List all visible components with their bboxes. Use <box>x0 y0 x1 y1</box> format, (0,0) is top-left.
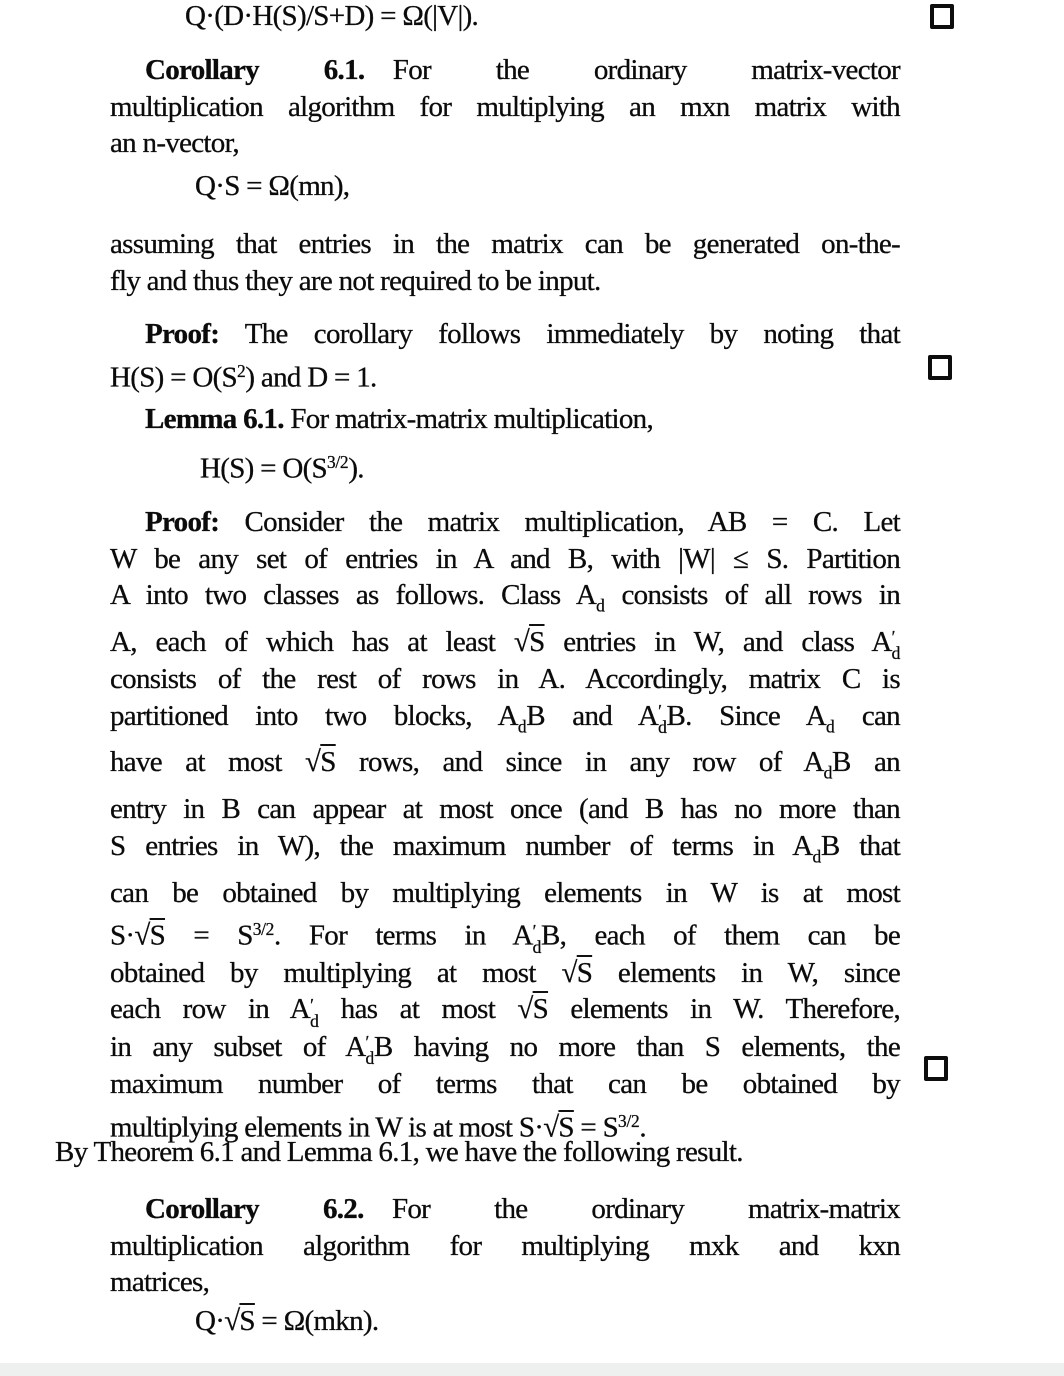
text-run: ) and D = 1. <box>245 361 377 394</box>
text-run: Q·(D·H(S)/S+D) = Ω(|V|). <box>185 0 479 32</box>
text-line <box>110 911 900 955</box>
text-line <box>110 541 900 578</box>
text-run: d <box>596 595 605 616</box>
paragraph-transition <box>55 1134 915 1171</box>
subscript-d: d <box>891 643 900 664</box>
text-run: S· <box>110 919 135 952</box>
text-run: in any subset of A <box>110 1030 366 1063</box>
text-line <box>110 955 900 992</box>
prime-mark: ′ <box>658 700 662 721</box>
bold-label: Corollary 6.1. <box>145 54 365 86</box>
text-line <box>110 661 900 698</box>
text-line <box>110 1191 900 1228</box>
text-line <box>110 353 900 396</box>
prime-subscript-stack <box>658 700 667 737</box>
radical-sign: √ <box>513 625 530 658</box>
text-line <box>110 991 900 1031</box>
sqrt-expression <box>514 626 545 658</box>
text-run: rows, and since in any row of A <box>335 746 824 779</box>
text-run: multiplication algorithm for multiplying mxk and kxn <box>110 1229 900 1262</box>
display-equation-q-sqrt-s <box>110 1303 900 1340</box>
text-run: W be any set of entries in A and B, with |W| ≤ S. Partition <box>110 542 900 575</box>
bold-label: Corollary 6.2. <box>145 1193 364 1225</box>
text-line <box>110 1264 900 1301</box>
bold-label: Proof: <box>145 318 220 350</box>
text-line <box>110 1066 900 1103</box>
qed-box <box>930 4 954 29</box>
text-run: have at most <box>110 746 306 779</box>
radical-sign: √ <box>305 746 321 779</box>
text-run: For the ordinary matrix-vector <box>364 54 900 86</box>
text-line <box>55 1134 915 1171</box>
prime-subscript-stack <box>532 920 542 957</box>
text-line <box>110 226 900 263</box>
text-run: d <box>812 846 821 867</box>
text-run: entry in B can appear at most once (and B has no more than <box>110 793 900 826</box>
sqrt-expression <box>305 746 336 778</box>
paragraph-lemma-6-1 <box>110 401 900 438</box>
text-run: partitioned into two blocks, A <box>110 699 518 732</box>
sqrt-expression <box>562 957 593 989</box>
text-line <box>110 263 900 300</box>
text-run: 3/2 <box>252 919 275 940</box>
text-run: elements in W. Therefore, <box>548 993 900 1026</box>
text-run: entries in W, and class A <box>544 625 892 658</box>
prime-mark: ′ <box>891 627 896 648</box>
text-run: The corollary follows immediately by noting that <box>219 318 900 350</box>
radical-sign: √ <box>224 1305 240 1337</box>
radicand: S <box>558 1111 574 1144</box>
text-line <box>110 1029 900 1069</box>
display-equation-top <box>110 0 900 35</box>
text-run: 3/2 <box>326 452 349 472</box>
text-run: A, each of which has at least <box>110 625 514 658</box>
qed-box <box>928 355 952 380</box>
text-run: has at most <box>318 993 518 1026</box>
text-run: multiplying elements in W is at most S· <box>110 1111 544 1144</box>
text-run: elements in W, since <box>592 956 900 989</box>
text-line <box>110 52 900 89</box>
text-run: d <box>823 762 833 783</box>
qed-box <box>924 1056 948 1081</box>
text-run: an n-vector, <box>110 127 239 159</box>
text-line <box>110 744 900 791</box>
text-run: H(S) = O(S <box>200 452 327 485</box>
text-line <box>110 316 900 353</box>
display-equation-q-s <box>110 168 900 205</box>
scan-edge-strip <box>0 1363 1064 1376</box>
text-run: fly and thus they are not required to be input. <box>110 264 601 297</box>
prime-subscript-stack <box>365 1032 374 1069</box>
text-run: matrices, <box>110 1266 210 1298</box>
text-run: obtained by multiplying at most <box>110 956 562 989</box>
text-run: Consider the matrix multiplication, AB = C. Let <box>219 506 900 538</box>
radicand: S <box>529 625 545 658</box>
radicand: S <box>532 993 549 1026</box>
text-line <box>110 875 900 912</box>
subscript-d: d <box>365 1048 374 1069</box>
text-run: . <box>639 1111 646 1144</box>
text-run: assuming that entries in the matrix can be generated on-the- <box>110 228 900 260</box>
prime-mark: ′ <box>532 920 537 941</box>
radical-sign: √ <box>134 919 150 952</box>
text-run: By Theorem 6.1 and Lemma 6.1, we have the following result. <box>55 1136 743 1168</box>
text-line <box>110 577 900 624</box>
text-run: B that <box>820 829 900 862</box>
text-line <box>110 624 900 664</box>
equation-line <box>110 0 900 35</box>
paragraph-corollary-6-1 <box>110 52 900 162</box>
text-line <box>110 828 900 875</box>
paragraph-proof-corollary-6-1 <box>110 316 900 396</box>
radicand: S <box>320 746 336 779</box>
radicand: S <box>239 1305 255 1337</box>
text-run: consists of all rows in <box>604 579 900 611</box>
text-run: = Ω(mkn). <box>254 1305 379 1337</box>
display-equation-h-s <box>110 444 900 487</box>
text-run: S entries in W), the maximum number of terms in A <box>110 829 813 862</box>
text-line <box>110 125 900 162</box>
radical-sign: √ <box>543 1111 559 1144</box>
text-run: can be obtained by multiplying elements in W is at most <box>110 876 900 909</box>
text-line <box>110 504 900 541</box>
text-run: consists of the rest of rows in A. Accordingly, matrix C is <box>110 663 900 696</box>
text-run: H(S) = O(S <box>110 361 237 394</box>
bold-label: Lemma 6.1. <box>145 403 284 435</box>
text-line <box>110 89 900 126</box>
radicand: S <box>149 919 166 952</box>
paragraph-proof-lemma-6-1 <box>110 504 900 1146</box>
text-run: maximum number of terms that can be obtained by <box>110 1068 900 1101</box>
radicand: S <box>576 956 593 989</box>
text-run: B, each of them can be <box>541 919 900 952</box>
prime-mark: ′ <box>310 994 314 1015</box>
text-run: B having no more than S elements, the <box>373 1030 900 1063</box>
equation-line <box>110 168 900 205</box>
text-run: . For terms in A <box>274 919 533 952</box>
bold-label: Proof: <box>145 506 220 538</box>
sqrt-expression <box>517 993 548 1025</box>
text-run: d <box>517 715 527 736</box>
text-run: 3/2 <box>618 1110 640 1131</box>
paragraph-corollary-6-2 <box>110 1191 900 1301</box>
equation-line <box>110 1303 900 1340</box>
equation-line <box>110 444 900 487</box>
prime-subscript-stack <box>891 627 900 664</box>
text-line <box>110 698 900 745</box>
text-run: A into two classes as follows. Class A <box>110 579 597 611</box>
radical-sign: √ <box>561 956 577 989</box>
sqrt-expression <box>134 920 165 952</box>
text-run: Q· <box>195 1305 225 1337</box>
subscript-d: d <box>310 1010 319 1031</box>
sqrt-expression <box>224 1305 255 1337</box>
paragraph-assumption <box>110 226 900 299</box>
subscript-d: d <box>658 717 667 737</box>
subscript-d: d <box>532 936 542 957</box>
text-run: For the ordinary matrix-matrix <box>363 1193 900 1225</box>
text-run: B. Since A <box>666 699 827 732</box>
text-line <box>110 791 900 828</box>
text-run: For matrix-matrix multiplication, <box>283 403 654 435</box>
text-run: 2 <box>236 360 246 381</box>
text-run: B an <box>832 746 900 779</box>
text-run: = S <box>573 1111 619 1144</box>
text-line <box>110 401 900 438</box>
text-run: Q·S = Ω(mn), <box>195 170 350 202</box>
text-run: = S <box>165 919 253 952</box>
text-run: can <box>834 699 900 732</box>
text-run: each row in A <box>110 993 311 1026</box>
text-run: B and A <box>526 699 659 732</box>
text-run: d <box>826 715 835 736</box>
text-run: ). <box>348 452 364 485</box>
prime-mark: ′ <box>365 1032 369 1053</box>
text-run: multiplication algorithm for multiplying an mxn matrix with <box>110 90 900 123</box>
radical-sign: √ <box>517 993 533 1026</box>
text-line <box>110 1228 900 1265</box>
